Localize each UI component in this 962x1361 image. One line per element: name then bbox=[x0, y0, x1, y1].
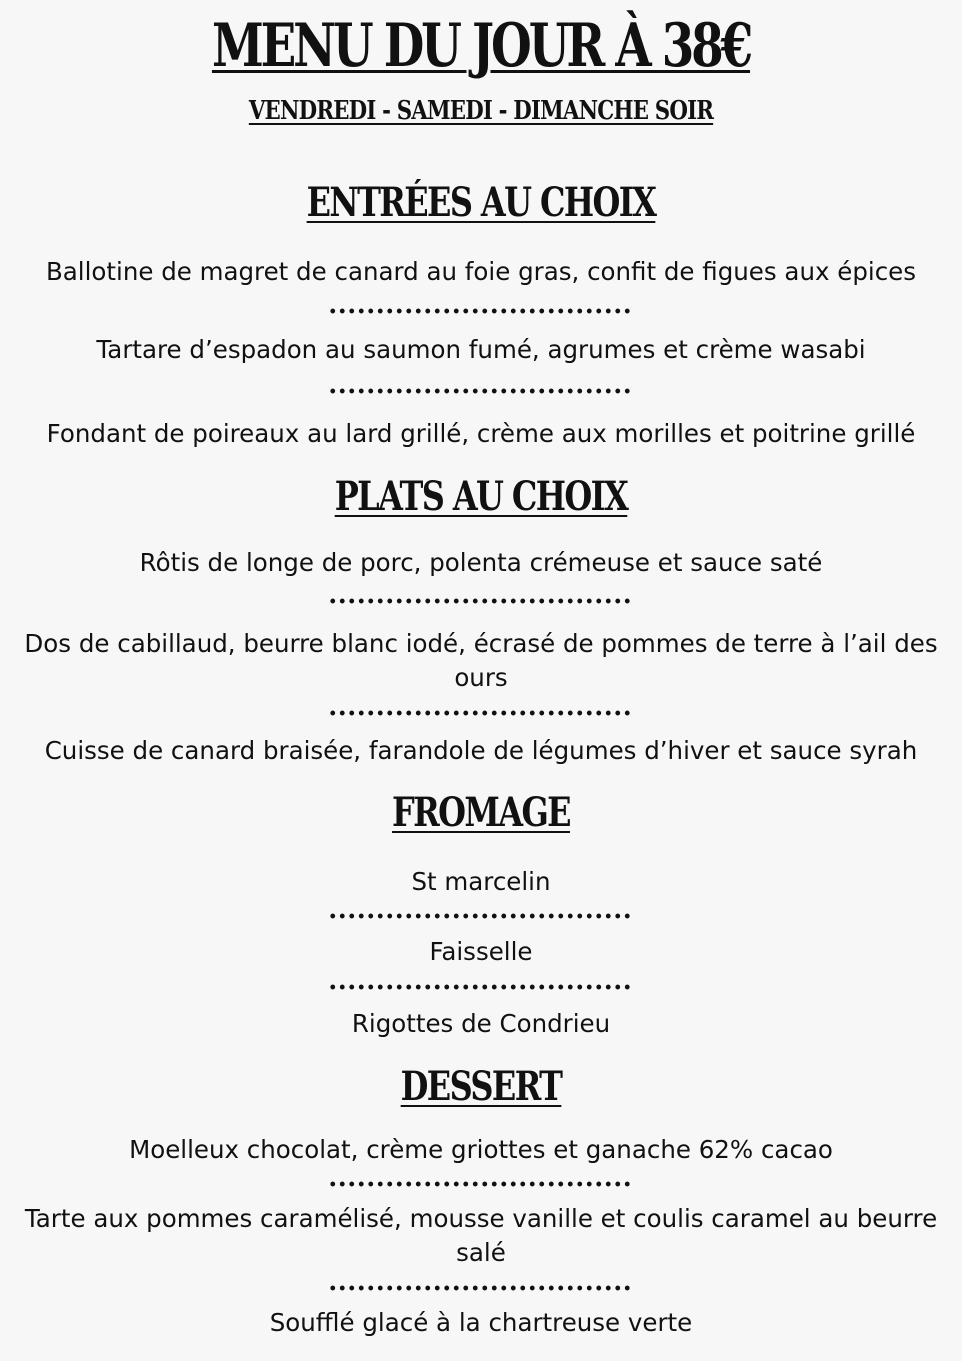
menu-item-fromage-2: Faisselle bbox=[429, 937, 533, 966]
menu-item-dessert-2: Tarte aux pommes caramélisé, mousse vanille et coulis caramel au beurre salé bbox=[24, 1204, 938, 1267]
menu-item-fromage-1: St marcelin bbox=[411, 867, 551, 896]
menu-title: MENU DU JOUR À 38€ bbox=[211, 11, 751, 81]
dotted-separator bbox=[0, 1181, 962, 1187]
menu-item-plat-1: Rôtis de longe de porc, polenta crémeuse et sauce saté bbox=[139, 548, 823, 577]
menu-item-entree-3: Fondant de poireaux au lard grillé, crème aux morilles et poitrine grillé bbox=[46, 419, 916, 448]
dotted-separator bbox=[0, 598, 962, 604]
dotted-separator bbox=[0, 913, 962, 919]
dotted-separator bbox=[0, 1285, 962, 1291]
menu-item-plat-3: Cuisse de canard braisée, farandole de légumes d’hiver et sauce syrah bbox=[44, 736, 918, 765]
dotted-separator bbox=[0, 710, 962, 716]
section-heading-entrees: ENTRÉES AU CHOIX bbox=[306, 179, 656, 226]
menu-item-entree-2: Tartare d’espadon au saumon fumé, agrumes et crème wasabi bbox=[96, 335, 866, 364]
section-heading-fromage: FROMAGE bbox=[392, 789, 570, 836]
menu-subtitle: VENDREDI - SAMEDI - DIMANCHE SOIR bbox=[248, 96, 714, 126]
menu-item-dessert-1: Moelleux chocolat, crème griottes et ganache 62% cacao bbox=[129, 1135, 833, 1164]
menu-item-fromage-3: Rigottes de Condrieu bbox=[351, 1009, 611, 1038]
menu-item-dessert-3: Soufflé glacé à la chartreuse verte bbox=[269, 1308, 693, 1337]
menu-item-plat-2: Dos de cabillaud, beurre blanc iodé, écrasé de pommes de terre à l’ail des ours bbox=[24, 629, 938, 692]
menu-item-entree-1: Ballotine de magret de canard au foie gras, confit de figues aux épices bbox=[45, 257, 916, 286]
section-heading-plats: PLATS AU CHOIX bbox=[334, 473, 628, 520]
dotted-separator bbox=[0, 308, 962, 314]
dotted-separator bbox=[0, 388, 962, 394]
section-heading-dessert: DESSERT bbox=[400, 1063, 562, 1110]
dotted-separator bbox=[0, 984, 962, 990]
